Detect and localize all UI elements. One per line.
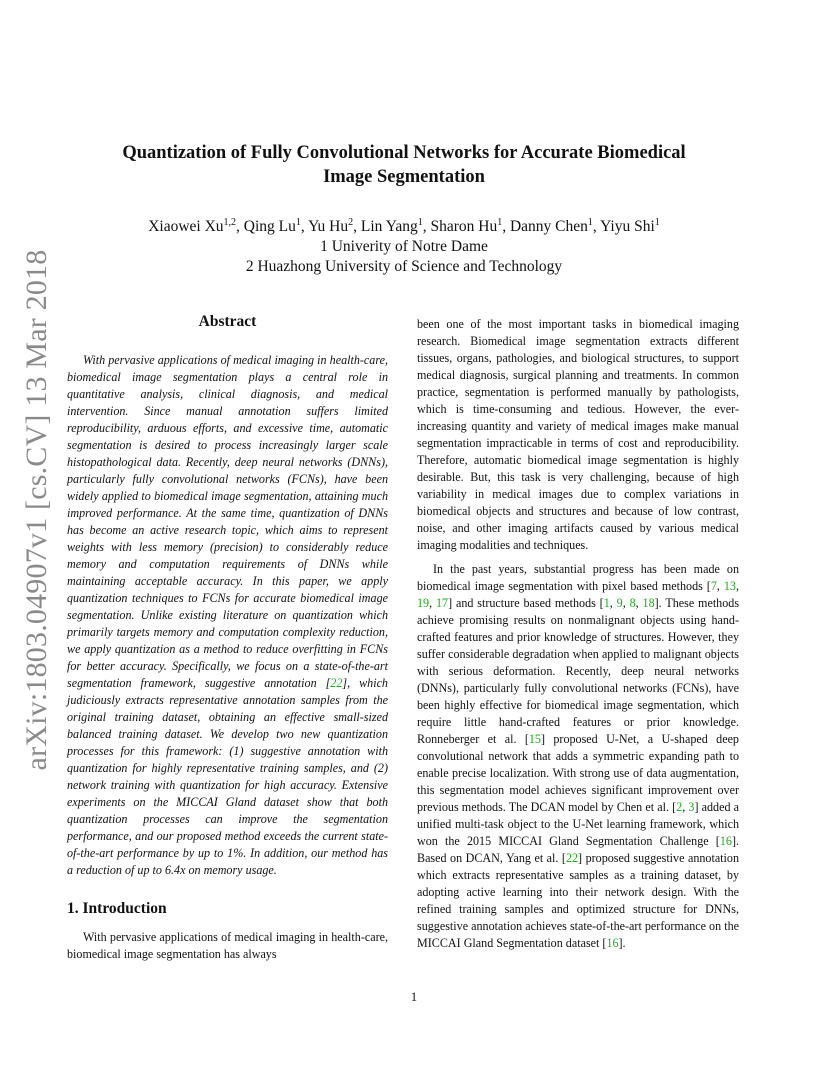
author-name: Lin Yang [360, 218, 418, 235]
introduction-paragraph-2: In the past years, substantial progress has been made on biomedical image segmentation with pixel based methods [7, 13, 19, 17] and structure based methods [1, 9, 8, 18]. These methods achieve promising results on nonmalignant objects using hand-crafted features and prior knowledge of structures. However, they suffer considerable degradation when applied to malignant objects with serious deformation. Recently, deep neural networks (DNNs), particularly fully convolutional networks (FCNs), have been highly effective for biomedical image segmentation, which require little hand-crafted features or prior knowledge. Ronneberger et al. [15] proposed U-Net, a U-shaped deep convolutional network that adds a symmetric expanding path to enable precise localization. With strong use of data augmentation, this segmentation model achieves significant improvement over previous methods. The DCAN model by Chen et al. [2, 3] added a unified multi-task object to the U-Net learning framework, which won the 2015 MICCAI Gland Segmentation Challenge [16]. Based on DCAN, Yang et al. [22] proposed suggestive annotation which extracts representative samples as a training dataset, by adopting active learning into their network design. With the refined training samples and optimized structure for DNNs, suggestive annotation achieves state-of-the-art performance on the MICCAI Gland Segmentation dataset [16]. [417, 562, 740, 950]
abstract-body: With pervasive applications of medical imaging in health-care, biomedical image segmentation plays a central role in quantitative analysis, clinical diagnosis, and medical intervention. Since manual annotation suffers limited reproducibility, arduous efforts, and excessive time, automatic segmentation is desired to process increasingly larger scale histopathological data. Recently, deep neural networks (DNNs), particularly fully convolutional networks (FCNs), have been widely applied to biomedical image segmentation, attaining much improved performance. At the same time, quantization of DNNs has become an active research topic, which aims to represent weights with less memory (precision) to considerably reduce memory and computation requirements of DNNs while maintaining acceptable accuracy. In this paper, we apply quantization techniques to FCNs for accurate biomedical image segmentation. Unlike existing literature on quantization which primarily targets memory and computation complexity reduction, we apply quantization as a method to reduce overfitting in FCNs for better accuracy. Specifically, we focus on a state-of-the-art segmentation framework, suggestive annotation [22], which judiciously extracts representative annotation samples from the original training dataset, obtaining an effective small-sized balanced training dataset. We develop two new quantization processes for this framework: (1) suggestive annotation with quantization for highly representative training samples, and (2) network training with quantization for high accuracy. Extensive experiments on the MICCAI Gland dataset show that both quantization processes can improve the segmentation performance, and our proposed method exceeds the current state-of-the-art performance by up to 1%. In addition, our method has a reduction of up to 6.4x on memory usage. [67, 353, 388, 877]
citation-link[interactable]: 15 [528, 732, 541, 746]
affiliation-2: 2 Huazhong University of Science and Technology [245, 258, 563, 275]
citation-link[interactable]: 16 [719, 834, 732, 848]
citation-link[interactable]: 1 [603, 596, 610, 610]
introduction-heading: 1. Introduction [67, 900, 167, 917]
author-name: Yiyu Shi [600, 218, 655, 235]
right-column [417, 316, 739, 952]
author-block [80, 217, 728, 277]
author-affiliation-mark: 1 [295, 217, 301, 228]
citation-link[interactable]: 17 [435, 596, 449, 610]
citation-link[interactable]: 16 [606, 936, 619, 950]
author-affiliation-mark: 1 [497, 217, 503, 228]
arxiv-stamp-text: arXiv:1803.04907v1 [cs.CV] 13 Mar 2018 [20, 249, 53, 771]
affiliation-1: 1 Univerity of Notre Dame [320, 238, 488, 255]
citation-link[interactable]: 13 [723, 579, 736, 593]
arxiv-identifier-stamp [12, 160, 62, 860]
author-name: Xiaowei Xu [148, 218, 224, 235]
citation-link[interactable]: 18 [642, 596, 655, 610]
title-line-2: Image Segmentation [323, 167, 485, 187]
introduction-paragraph-continued: been one of the most important tasks in biomedical imaging research. Biomedical image segmentation extracts different tissues, organs, pathologies, and biological structures, to support medical diagnosis, surgical planning and treatments. In common practice, segmentation is performed manually by pathologists, which is time-consuming and tedious. However, the ever-increasing quantity and variety of medical images make manual segmentation impracticable in terms of cost and reproducibility. Therefore, automatic biomedical image segmentation is highly desirable. But, this task is very challenging, because of high variability in medical images due to complex variations in biomedical objects and structures and because of low contrast, noise, and other imaging artifacts caused by various medical imaging modalities and techniques. [417, 317, 739, 552]
title-line-1: Quantization of Fully Convolutional Networks for Accurate Biomedical [122, 143, 686, 163]
author-affiliation-mark: 1,2 [223, 217, 237, 228]
author-affiliation-mark: 2 [348, 217, 354, 228]
citation-link[interactable]: 8 [629, 596, 636, 610]
page-number: 1 [410, 990, 418, 1004]
author-affiliation-mark: 1 [654, 217, 660, 228]
author-name: Yu Hu [308, 218, 349, 235]
author-name: Danny Chen [509, 218, 588, 235]
citation-link[interactable]: 2 [676, 800, 683, 814]
citation-link[interactable]: 3 [688, 800, 695, 814]
author-name: Sharon Hu [430, 218, 498, 235]
citation-link[interactable]: 9 [616, 596, 623, 610]
paper-title [80, 141, 728, 189]
citation-link[interactable]: 22 [565, 851, 579, 865]
author-name: Qing Lu [243, 218, 296, 235]
abstract-heading: Abstract [198, 313, 257, 330]
citation-link[interactable]: 7 [710, 579, 717, 593]
citation-link[interactable]: 19 [417, 596, 430, 610]
author-list: Xiaowei Xu$^{1,2}$, Qing Lu$^1$, Yu Hu$^2$, Lin Yang$^1$, Sharon Hu$^1$, Danny Chen$^1$, Yiyu Shi$^1$ [148, 217, 660, 235]
left-column [67, 312, 388, 963]
introduction-paragraph-start: With pervasive applications of medical imaging in health-care, biomedical image segmentation has always [67, 930, 388, 961]
author-affiliation-mark: 1 [587, 217, 593, 228]
author-affiliation-mark: 1 [417, 217, 423, 228]
citation-link[interactable]: 22 [330, 676, 343, 690]
